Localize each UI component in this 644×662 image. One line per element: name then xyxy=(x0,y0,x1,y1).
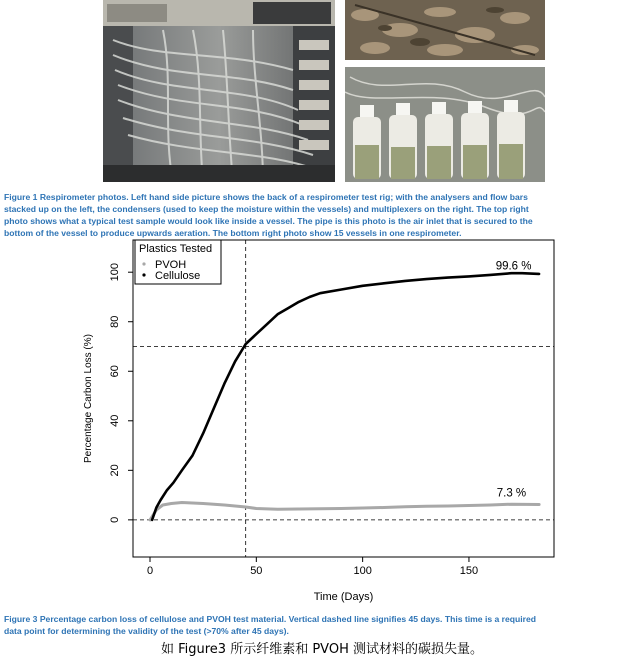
caption-line: photo shows what a typical test sample would look like inside a vessel. The pipe is this photo is the air inlet that is secured to the xyxy=(4,216,533,226)
y-tick-label: 100 xyxy=(109,263,121,282)
legend-marker-pvoh xyxy=(142,262,145,265)
carbon-loss-chart xyxy=(0,232,644,612)
caption-line: bottom of the vessel to produce upwards aeration. The bottom right photo show 15 vessels in one respirometer. xyxy=(4,228,462,238)
legend xyxy=(135,240,221,284)
y-tick-label: 40 xyxy=(109,414,121,427)
caption-line: Figure 3 Percentage carbon loss of cellulose and PVOH test material. Vertical dashed line signifies 45 days. This time is a required xyxy=(4,614,537,624)
x-tick-label: 150 xyxy=(459,565,479,577)
test-sample-photo xyxy=(345,0,545,60)
annotation-cellulose-final: 99.6 % xyxy=(495,260,532,273)
legend-marker-cellulose xyxy=(142,273,145,276)
y-tick-label: 80 xyxy=(109,315,121,328)
x-axis-label: Time (Days) xyxy=(313,591,374,603)
vessels-photo xyxy=(345,67,545,182)
caption-line: data point for determining the validity of the test (>70% after 45 days). xyxy=(4,626,289,636)
x-tick-label: 0 xyxy=(146,565,154,577)
legend-entry-pvoh: PVOH xyxy=(155,259,187,271)
series-line-cellulose xyxy=(152,273,539,520)
respirometer-back-photo xyxy=(103,0,335,182)
caption-line: stacked up on the left, the condensers (used to keep the moisture within the vessels) and multiplexers on the right. The top right xyxy=(4,204,529,214)
x-tick-label: 100 xyxy=(353,565,372,577)
legend-entry-cellulose: Cellulose xyxy=(155,270,201,282)
series-line-pvoh xyxy=(150,503,539,520)
figure3-caption xyxy=(4,613,644,637)
caption-line: Figure 1 Respirometer photos. Left hand side picture shows the back of a respirometer test rig; with the analysers and flow bars xyxy=(4,192,528,202)
y-tick-label: 0 xyxy=(109,516,121,523)
chinese-text-line: 如 Figure3 所示纤维素和 PVOH 测试材料的碳损失量。 xyxy=(160,642,483,657)
y-tick-label: 60 xyxy=(109,365,121,378)
x-tick-label: 50 xyxy=(250,565,263,577)
legend-title: Plastics Tested xyxy=(139,243,213,255)
annotation-pvoh-final: 7.3 % xyxy=(496,487,527,500)
y-axis-label: Percentage Carbon Loss (%) xyxy=(83,334,94,463)
y-tick-label: 20 xyxy=(109,464,121,477)
